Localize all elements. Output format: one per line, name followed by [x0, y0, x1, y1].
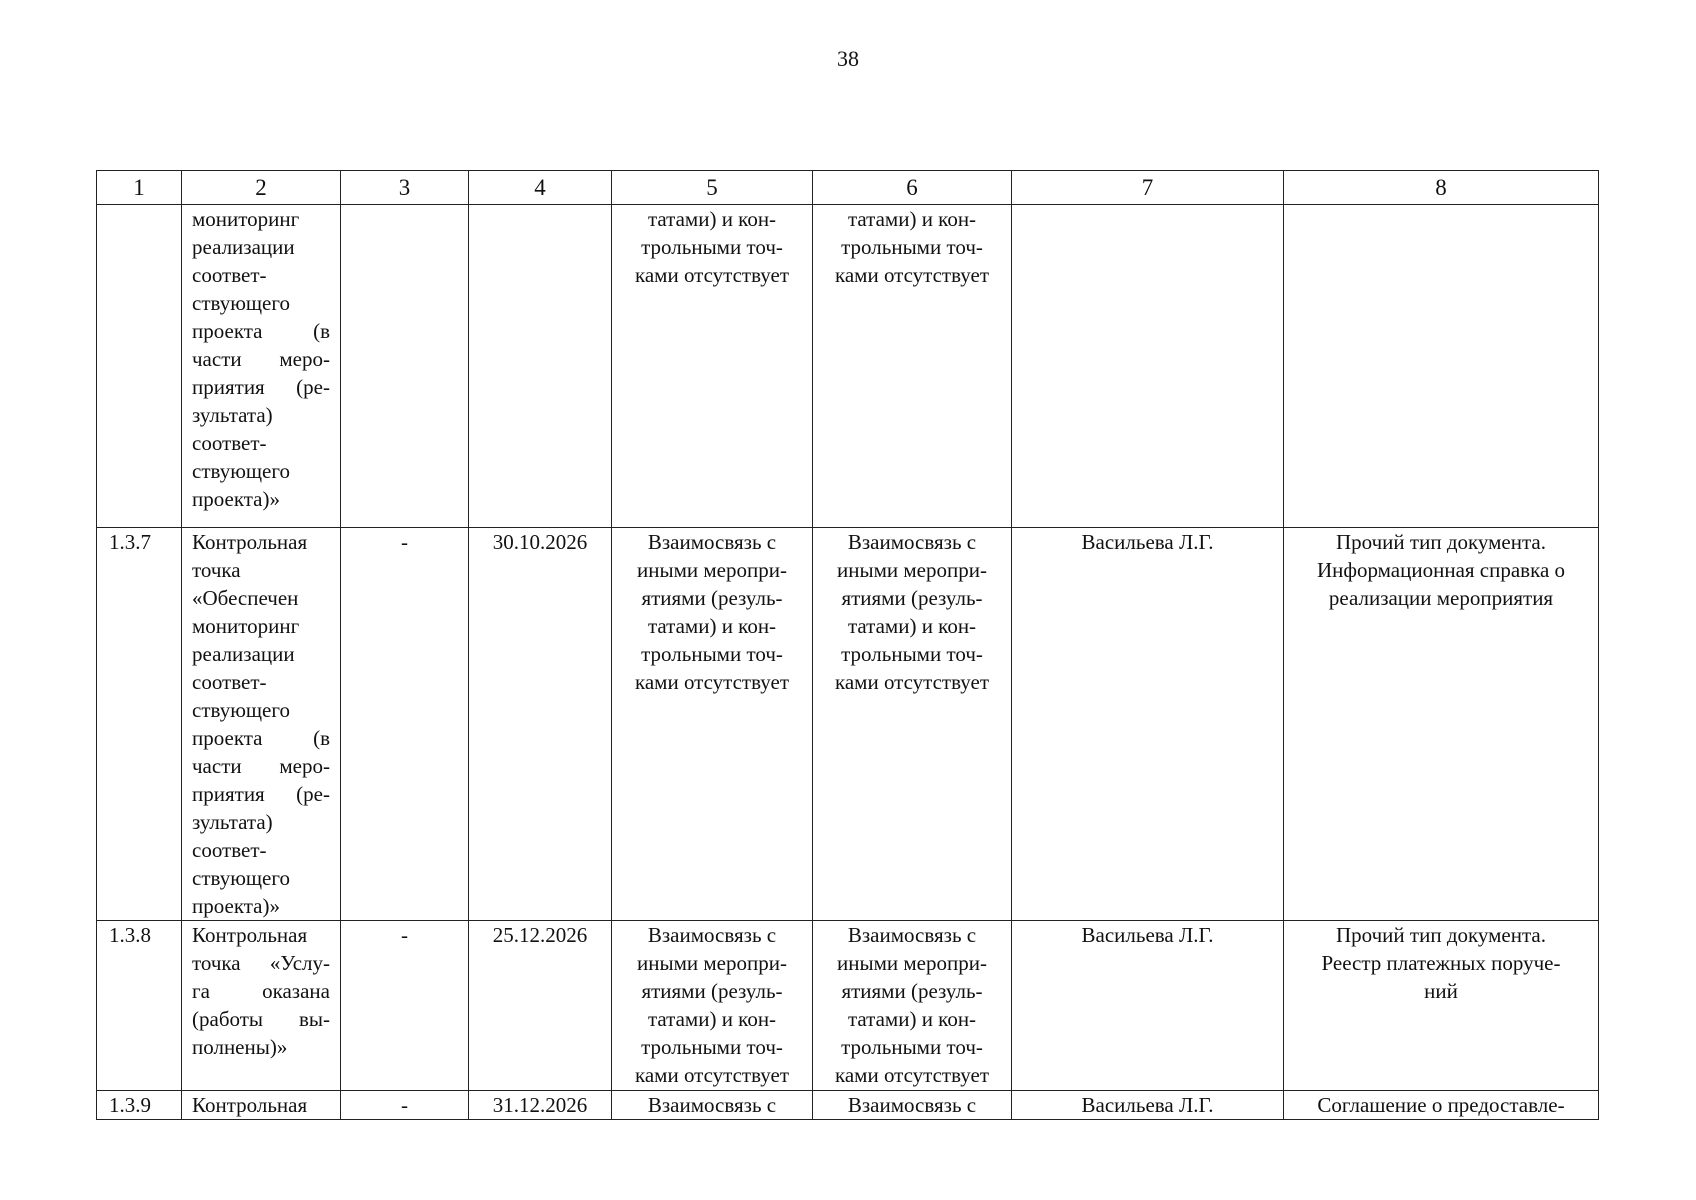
cell-relation-2-line: трольными точ- [841, 1035, 983, 1059]
plan-table [96, 170, 1599, 1120]
cell-name-line: зультата) [192, 403, 273, 427]
header-col-2: 2 [182, 171, 341, 205]
cell-relation-2-line: трольными точ- [841, 642, 983, 666]
cell-name-line: соответ- [192, 263, 267, 287]
cell-relation-1-line: Взаимосвязь с [647, 530, 777, 554]
cell-relation-2-line: ятиями (резуль- [841, 586, 983, 610]
header-col-3: 3 [341, 171, 469, 205]
header-col-6: 6 [813, 171, 1012, 205]
cell-name-line: приятия (ре- [192, 782, 330, 806]
cell-relation-1-line: татами) и кон- [647, 614, 777, 638]
cell-document-line: Соглашение о предоставле- [1317, 1093, 1565, 1117]
cell-name-line: соответ- [192, 431, 267, 455]
cell-relation-1-line: Взаимосвязь с [647, 923, 777, 947]
cell-relation-2-line: ками отсутствует [834, 670, 990, 694]
cell-relation-2-line: Взаимосвязь с [847, 923, 977, 947]
cell-relation-1 [612, 205, 813, 528]
cell-relation-1-line: татами) и кон- [647, 207, 777, 231]
header-col-5: 5 [612, 171, 813, 205]
cell-document-line: ний [1424, 979, 1458, 1003]
cell-date: 31.12.2026 [469, 1091, 612, 1120]
cell-relation-2 [813, 921, 1012, 1091]
header-col-7: 7 [1012, 171, 1284, 205]
cell-number: 1.3.8 [97, 921, 182, 1091]
cell-relation-1-line: иными меропри- [637, 951, 787, 975]
cell-relation-1-line: трольными точ- [641, 1035, 783, 1059]
cell-name-line: ствующего [192, 698, 290, 722]
page-number: 38 [837, 46, 859, 71]
cell-col3: - [341, 528, 469, 921]
table-row [97, 1091, 1599, 1120]
cell-col3: - [341, 921, 469, 1091]
cell-name [182, 205, 341, 528]
cell-name-line: приятия (ре- [192, 375, 330, 399]
cell-number [97, 205, 182, 528]
cell-responsible: Васильева Л.Г. [1012, 1091, 1284, 1120]
cell-relation-1 [612, 921, 813, 1091]
cell-date: 25.12.2026 [469, 921, 612, 1091]
cell-relation-2-line: ками отсутствует [834, 1063, 990, 1087]
cell-number: 1.3.9 [97, 1091, 182, 1120]
cell-document-line: Информационная справка о [1316, 558, 1566, 582]
cell-name-line: «Обеспечен [192, 586, 299, 610]
cell-name-line: точка [192, 558, 241, 582]
cell-name-line: проекта (в [192, 726, 330, 750]
cell-relation-2 [813, 1091, 1012, 1120]
cell-name-line: полнены)» [192, 1035, 288, 1059]
cell-document [1284, 528, 1599, 921]
cell-relation-2-line: иными меропри- [837, 558, 987, 582]
cell-relation-2-line: татами) и кон- [847, 207, 977, 231]
cell-name [182, 1091, 341, 1120]
cell-name-line: соответ- [192, 670, 267, 694]
cell-name-line: Контрольная [192, 923, 308, 947]
cell-document [1284, 205, 1599, 528]
cell-name-line: Контрольная [192, 1093, 308, 1117]
cell-name-line: (работы вы- [192, 1007, 330, 1031]
cell-name-line: проекта (в [192, 319, 330, 343]
cell-relation-1-line: Взаимосвязь с [647, 1093, 777, 1117]
cell-name-line: точка «Услу- [192, 951, 330, 975]
cell-name-line: части меро- [192, 347, 330, 371]
header-col-4: 4 [469, 171, 612, 205]
cell-relation-1-line: трольными точ- [641, 235, 783, 259]
cell-document-line: Прочий тип документа. [1336, 530, 1546, 554]
cell-responsible [1012, 205, 1284, 528]
table-row [97, 205, 1599, 528]
cell-name-line: ствующего [192, 459, 290, 483]
cell-name-line: га оказана [192, 979, 330, 1003]
cell-relation-2-line: Взаимосвязь с [847, 1093, 977, 1117]
header-row [97, 171, 1599, 205]
cell-document-line: Прочий тип документа. [1336, 923, 1546, 947]
cell-date: 30.10.2026 [469, 528, 612, 921]
cell-name-line: соответ- [192, 838, 267, 862]
cell-name-line: ствующего [192, 291, 290, 315]
cell-relation-1-line: татами) и кон- [647, 1007, 777, 1031]
cell-col3 [341, 205, 469, 528]
cell-document-line: Реестр платежных поруче- [1321, 951, 1561, 975]
table-row [97, 921, 1599, 1091]
header-col-8: 8 [1284, 171, 1599, 205]
cell-relation-1-line: трольными точ- [641, 642, 783, 666]
cell-relation-2-line: трольными точ- [841, 235, 983, 259]
cell-name-line: реализации [192, 642, 295, 666]
cell-name-line: проекта)» [192, 894, 280, 918]
cell-document [1284, 1091, 1599, 1120]
cell-relation-1-line: ятиями (резуль- [641, 586, 783, 610]
cell-responsible: Васильева Л.Г. [1012, 921, 1284, 1091]
cell-relation-1-line: ятиями (резуль- [641, 979, 783, 1003]
cell-relation-2 [813, 205, 1012, 528]
cell-name-line: Контрольная [192, 530, 308, 554]
table-row [97, 528, 1599, 921]
cell-name [182, 921, 341, 1091]
cell-name-line: ствующего [192, 866, 290, 890]
cell-document-line: реализации мероприятия [1328, 586, 1554, 610]
cell-relation-2-line: татами) и кон- [847, 1007, 977, 1031]
cell-responsible: Васильева Л.Г. [1012, 528, 1284, 921]
cell-relation-2-line: иными меропри- [837, 951, 987, 975]
cell-relation-1 [612, 1091, 813, 1120]
cell-name-line: реализации [192, 235, 295, 259]
cell-name [182, 528, 341, 921]
cell-col3: - [341, 1091, 469, 1120]
cell-name-line: проекта)» [192, 487, 280, 511]
header-col-1: 1 [97, 171, 182, 205]
cell-relation-2-line: Взаимосвязь с [847, 530, 977, 554]
cell-name-line: мониторинг [192, 207, 300, 231]
cell-relation-2 [813, 528, 1012, 921]
cell-name-line: части меро- [192, 754, 330, 778]
cell-relation-1-line: иными меропри- [637, 558, 787, 582]
cell-relation-2-line: ятиями (резуль- [841, 979, 983, 1003]
cell-relation-1-line: ками отсутствует [634, 670, 790, 694]
cell-relation-1 [612, 528, 813, 921]
cell-date [469, 205, 612, 528]
cell-relation-1-line: ками отсутствует [634, 263, 790, 287]
cell-relation-2-line: ками отсутствует [834, 263, 990, 287]
cell-document [1284, 921, 1599, 1091]
cell-relation-1-line: ками отсутствует [634, 1063, 790, 1087]
cell-name-line: мониторинг [192, 614, 300, 638]
cell-number: 1.3.7 [97, 528, 182, 921]
cell-name-line: зультата) [192, 810, 273, 834]
cell-relation-2-line: татами) и кон- [847, 614, 977, 638]
